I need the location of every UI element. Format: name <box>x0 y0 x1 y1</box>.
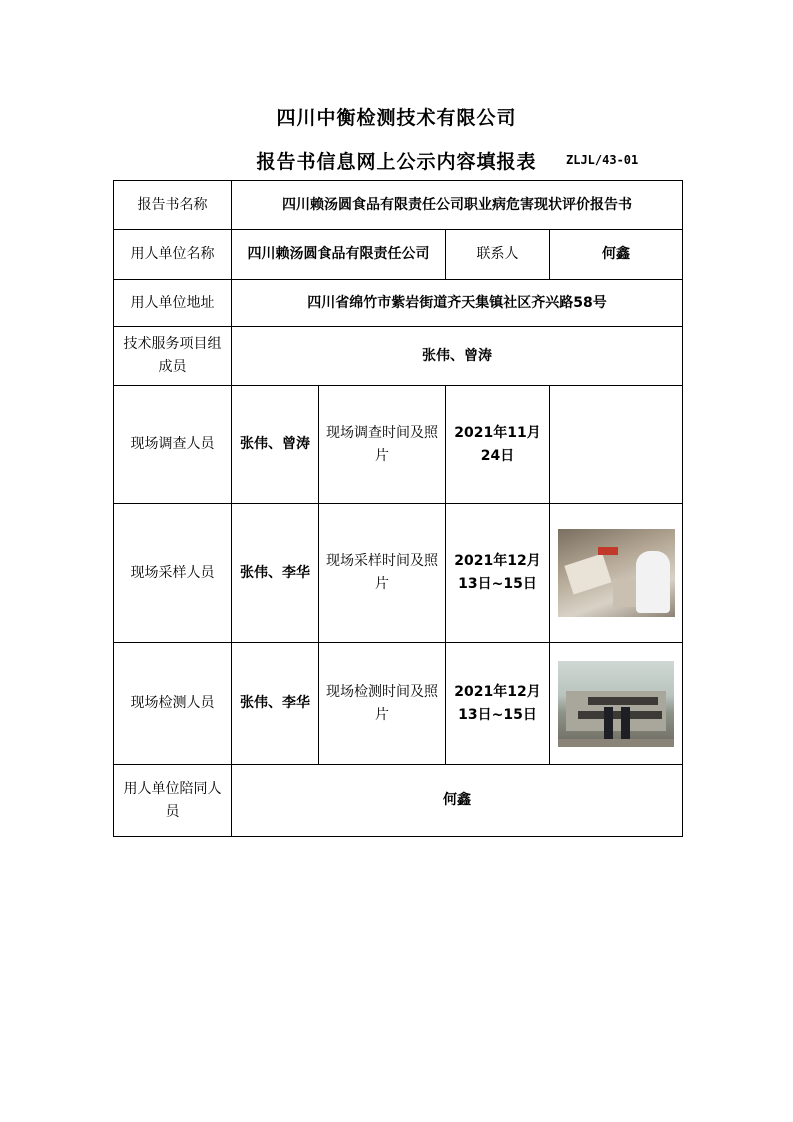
testing-label: 现场检测人员 <box>114 643 232 765</box>
contact-label: 联系人 <box>446 230 550 280</box>
row-survey <box>114 386 683 504</box>
contact-value: 何鑫 <box>550 230 683 280</box>
site-gate-photo <box>558 661 674 747</box>
row-accompany <box>114 765 683 837</box>
sampling-label: 现场采样人员 <box>114 504 232 643</box>
sampling-date: 2021年12月13日~15日 <box>446 504 550 643</box>
accompany-label: 用人单位陪同人员 <box>114 765 232 837</box>
disclosure-table <box>113 180 683 837</box>
project-members-label: 技术服务项目组成员 <box>114 327 232 386</box>
row-report-name <box>114 181 683 230</box>
company-name: 四川中衡检测技术有限公司 <box>276 107 517 129</box>
report-name-label: 报告书名称 <box>114 181 232 230</box>
testing-time-label: 现场检测时间及照片 <box>319 643 446 765</box>
employer-address-label: 用人单位地址 <box>114 280 232 327</box>
sampling-photo <box>558 529 675 617</box>
employer-address-value: 四川省绵竹市紫岩街道齐天集镇社区齐兴路58号 <box>232 280 683 327</box>
sampling-people: 张伟、李华 <box>232 504 319 643</box>
survey-photo-cell <box>550 386 683 504</box>
form-title: 报告书信息网上公示内容填报表 <box>256 151 537 173</box>
report-name-value: 四川赖汤圆食品有限责任公司职业病危害现状评价报告书 <box>232 181 683 230</box>
row-employer-address <box>114 280 683 327</box>
survey-date: 2021年11月24日 <box>446 386 550 504</box>
row-sampling <box>114 504 683 643</box>
row-testing <box>114 643 683 765</box>
document-code: ZLJL/43-01 <box>566 153 639 167</box>
accompany-value: 何鑫 <box>232 765 683 837</box>
testing-photo-cell <box>550 643 683 765</box>
row-project-members <box>114 327 683 386</box>
employer-name-label: 用人单位名称 <box>114 230 232 280</box>
survey-people: 张伟、曾涛 <box>232 386 319 504</box>
employer-name-value: 四川赖汤圆食品有限责任公司 <box>232 230 446 280</box>
row-employer-name <box>114 230 683 280</box>
testing-date: 2021年12月13日~15日 <box>446 643 550 765</box>
project-members-value: 张伟、曾涛 <box>232 327 683 386</box>
sampling-photo-cell <box>550 504 683 643</box>
testing-people: 张伟、李华 <box>232 643 319 765</box>
survey-time-label: 现场调查时间及照片 <box>319 386 446 504</box>
survey-label: 现场调查人员 <box>114 386 232 504</box>
sampling-time-label: 现场采样时间及照片 <box>319 504 446 643</box>
